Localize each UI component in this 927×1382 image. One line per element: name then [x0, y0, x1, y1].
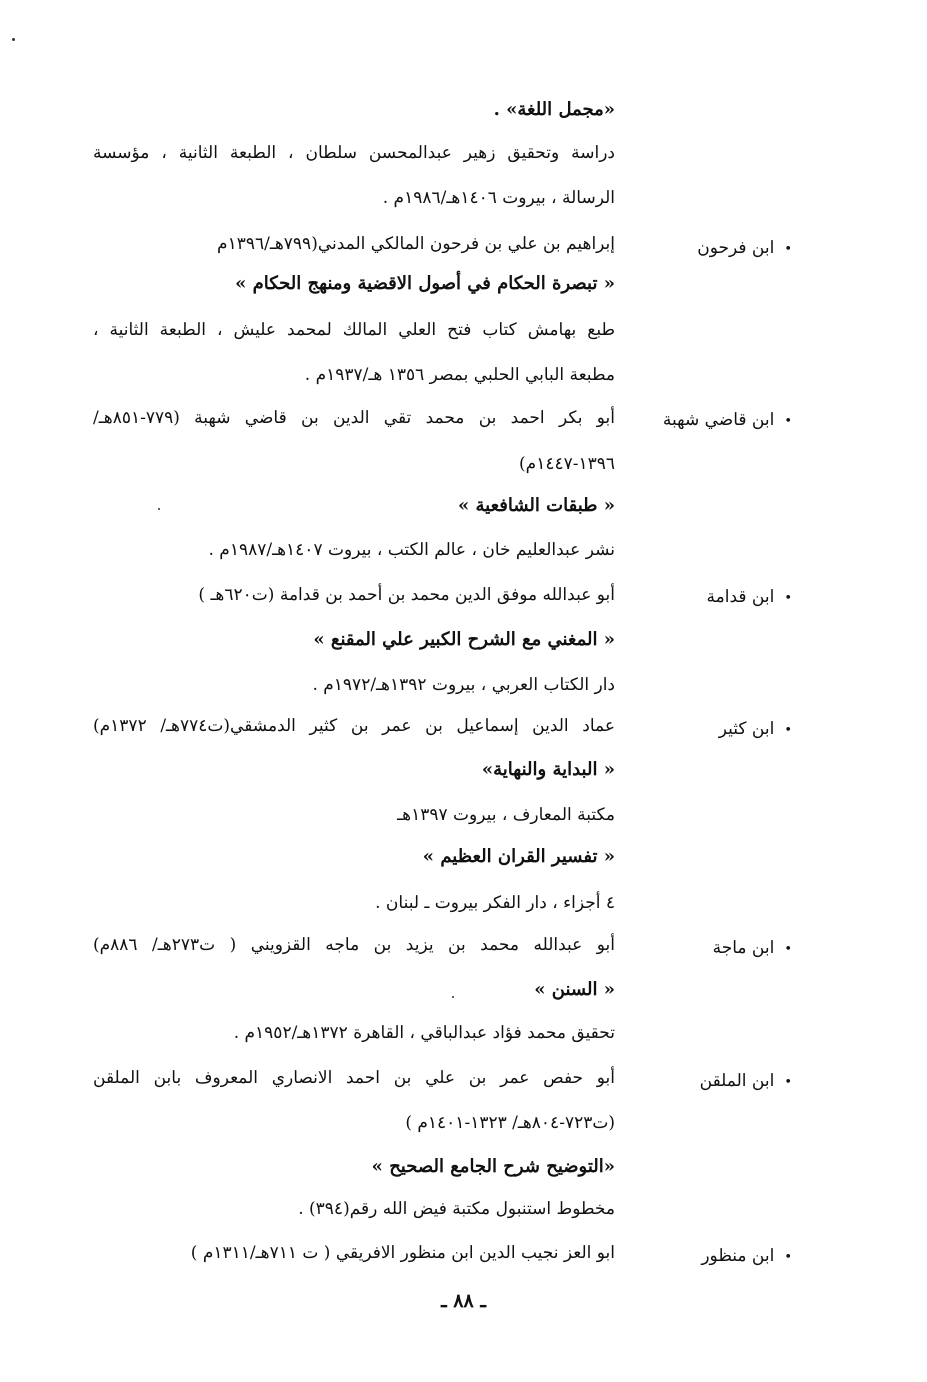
author-short-name: ابن كثير [718, 719, 775, 739]
bullet-icon: • [784, 242, 792, 257]
author-entry-ibn-qudama [707, 585, 792, 611]
author-short-name: ابن فرحون [697, 238, 775, 258]
author-full-name: إبراهيم بن علي بن فرحون المالكي المدني(٧٩٩هـ/١٣٩٦م [217, 234, 615, 254]
author-entry-ibn-al-mulaqqin [700, 1069, 792, 1095]
text-line: دار الكتاب العربي ، بيروت ١٣٩٢هـ/١٩٧٢م . [312, 675, 615, 695]
book-title: «التوضيح شرح الجامع الصحيح » [371, 1156, 615, 1177]
author-full-name: أبو عبدالله محمد بن يزيد بن ماجه القزويني ( ت٢٧٣هـ/ ٨٨٦م) [93, 935, 615, 955]
author-entry-ibn-kathir [719, 717, 792, 743]
book-title: « البداية والنهاية» [481, 759, 615, 780]
text-line: مكتبة المعارف ، بيروت ١٣٩٧هـ [397, 805, 615, 825]
author-short-name: ابن منظور [701, 1246, 775, 1266]
text-line: ٤ أجزاء ، دار الفكر بيروت ـ لبنان . [375, 893, 615, 913]
book-title: « المغني مع الشرح الكبير علي المقنع » [313, 629, 615, 650]
author-entry-ibn-qadi-shuhba [663, 408, 792, 434]
author-short-name: ابن ماجة [712, 938, 775, 958]
author-short-name: ابن قدامة [706, 587, 775, 607]
text-line: مخطوط استنبول مكتبة فيض الله رقم(٣٩٤) . [298, 1199, 615, 1219]
author-full-name: ابو العز نجيب الدين ابن منظور الافريقي ( ت ٧١١هـ/١٣١١م ) [190, 1243, 615, 1263]
scan-speck [158, 508, 160, 510]
text-line: دراسة وتحقيق زهير عبدالمحسن سلطان ، الطبعة الثانية ، مؤسسة [93, 143, 615, 163]
text-line: الرسالة ، بيروت ١٤٠٦هـ/١٩٨٦م . [382, 188, 615, 208]
author-short-name: ابن قاضي شهبة [662, 410, 775, 430]
book-title: « تبصرة الحكام في أصول الاقضية ومنهج الحكام » [235, 273, 615, 294]
author-entry-ibn-farhun [697, 236, 792, 262]
text-line: تحقيق محمد فؤاد عبدالباقي ، القاهرة ١٣٧٢هـ/١٩٥٢م . [233, 1023, 615, 1043]
book-title-mujmal-allugha: «مجمل اللغة» . [493, 99, 615, 120]
book-title: « السنن » [534, 979, 615, 1000]
text-line: ١٣٩٦-١٤٤٧م) [519, 454, 615, 474]
author-full-name: عماد الدين إسماعيل بن عمر بن كثير الدمشقي(ت٧٧٤هـ/ ١٣٧٢م) [93, 716, 615, 736]
bullet-icon: • [784, 723, 792, 738]
bullet-icon: • [784, 414, 792, 429]
author-full-name: أبو حفص عمر بن علي بن احمد الانصاري المعروف بابن الملقن [93, 1068, 615, 1088]
text-line: نشر عبدالعليم خان ، عالم الكتب ، بيروت ١٤٠٧هـ/١٩٨٧م . [208, 540, 615, 560]
bullet-icon: • [784, 1250, 792, 1265]
page-number: ـ ٨٨ ـ [441, 1290, 486, 1312]
author-entry-ibn-majah [713, 936, 792, 962]
book-title: « تفسير القران العظيم » [422, 846, 615, 867]
scan-speck [12, 38, 15, 41]
author-full-name: أبو عبدالله موفق الدين محمد بن أحمد بن قدامة (ت٦٢٠هـ ) [198, 585, 615, 605]
author-entry-ibn-manzur [701, 1244, 792, 1270]
text-line: (ت٧٢٣-٨٠٤هـ/ ١٣٢٣-١٤٠١م ) [405, 1113, 615, 1133]
bullet-icon: • [784, 1075, 792, 1090]
bullet-icon: • [784, 942, 792, 957]
author-short-name: ابن الملقن [699, 1071, 775, 1091]
author-full-name: أبو بكر احمد بن محمد تقي الدين بن قاضي شهبة (٧٧٩-٨٥١هـ/ [93, 408, 615, 428]
text-line: مطبعة البابي الحلبي بمصر ١٣٥٦ هـ/١٩٣٧م . [304, 365, 615, 385]
book-title: « طبقات الشافعية » [458, 495, 615, 516]
scan-speck [452, 996, 454, 998]
text-line: طبع بهامش كتاب فتح العلي المالك لمحمد عليش ، الطبعة الثانية ، [93, 320, 615, 340]
bullet-icon: • [784, 591, 792, 606]
